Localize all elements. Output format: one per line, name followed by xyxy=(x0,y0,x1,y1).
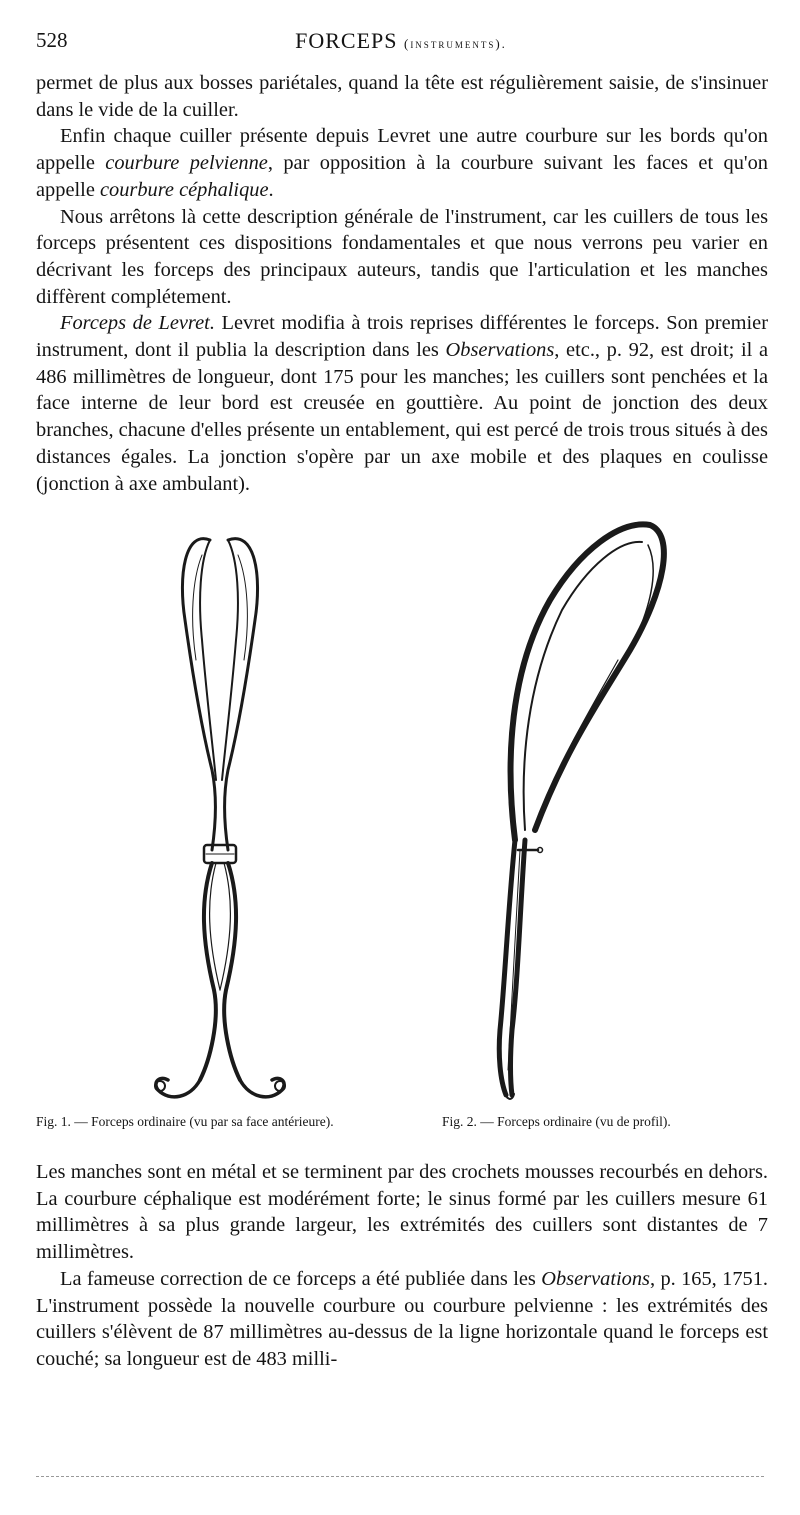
caption-fig-2: Fig. 2. — Forceps ordinaire (vu de profil). xyxy=(442,1114,671,1129)
term-courbure-pelvienne: courbure pelvienne xyxy=(105,152,268,175)
paragraph-1: permet de plus aux bosses pariétales, quand la tête est régulièrement saisie, de s'insinuer dans le vide de la cuiller. xyxy=(36,72,768,121)
running-title-sub: (instruments). xyxy=(403,36,507,51)
forceps-front-view-illustration xyxy=(140,520,300,1105)
paragraph-4 xyxy=(36,310,768,497)
term-courbure-cephalique: courbure céphalique xyxy=(99,178,269,201)
text-block-top xyxy=(36,70,768,497)
paragraph-6-a: La fameuse correction de ce forceps a été publiée dans les xyxy=(60,1267,542,1290)
paragraph-5: Les manches sont en métal et se terminent par des crochets mousses recourbés en dehors. La courbure céphalique est modérément forte; le sinus formé par les cuillers mesure 61 millimètres à sa plus grande largeur, les extrémités des cuillers sont distantes de 7 millimètres. xyxy=(36,1161,768,1264)
paragraph-2-lead: Enfin chaque cuiller présente depuis Levret une autre courbure sur les bords qu'on appelle xyxy=(36,125,768,175)
ref-observations: Observations xyxy=(445,339,555,362)
paragraph-6-b: , p. 165, 1751. L'instrument possède la nouvelle courbure ou courbure pelvienne : les extrémités des cuillers s'élèvent de 87 millimètres au-dessus de la ligne horizontale quand le forceps est couché; sa longueur est de 483 milli- xyxy=(36,1267,769,1370)
ref-observations-2: Observations xyxy=(541,1267,650,1290)
footer-rule xyxy=(36,1476,764,1477)
section-heading-forceps-de-levret: Forceps de Levret. xyxy=(60,312,215,335)
figure-area xyxy=(100,505,720,1105)
paragraph-6 xyxy=(36,1266,768,1373)
paragraph-4-a: Levret modifia à trois reprises différentes le forceps. Son premier instrument, dont il publia la description dans les xyxy=(36,312,768,362)
paragraph-3: Nous arrêtons là cette description générale de l'instrument, car les cuillers de tous les forceps présentent ces dispositions fondamentales et que nous verrons peu varier en décrivant les forceps des principaux auteurs, tandis que l'articulation et les manches diffèrent complétement. xyxy=(36,205,768,308)
forceps-side-view-illustration xyxy=(480,510,680,1105)
paragraph-4-b: , etc., p. 92, est droit; il a 486 millimètres de longueur, dont 175 pour les manches; les cuillers sont penchées et la face interne de leur bord est creusée en gouttière. Au point de jonction des deux branches, chacune d'elles présente un entablement, qui est percé de trois trous situés à des distances égales. La jonction s'opère par un axe mobile et des plaques en coulisse (jonction à axe ambulant). xyxy=(36,339,769,495)
paragraph-2 xyxy=(36,123,768,203)
running-title xyxy=(36,28,766,54)
text-block-bottom xyxy=(36,1159,768,1373)
page-number: 528 xyxy=(36,28,68,52)
paragraph-2-end: . xyxy=(268,178,274,201)
running-title-main: FORCEPS xyxy=(295,28,398,53)
figure-captions xyxy=(36,1114,766,1136)
caption-fig-1: Fig. 1. — Forceps ordinaire (vu par sa face antérieure). xyxy=(36,1114,334,1129)
running-header xyxy=(36,28,766,58)
paragraph-2-mid: , par opposition à la courbure suivant les faces et qu'on appelle xyxy=(36,152,768,201)
